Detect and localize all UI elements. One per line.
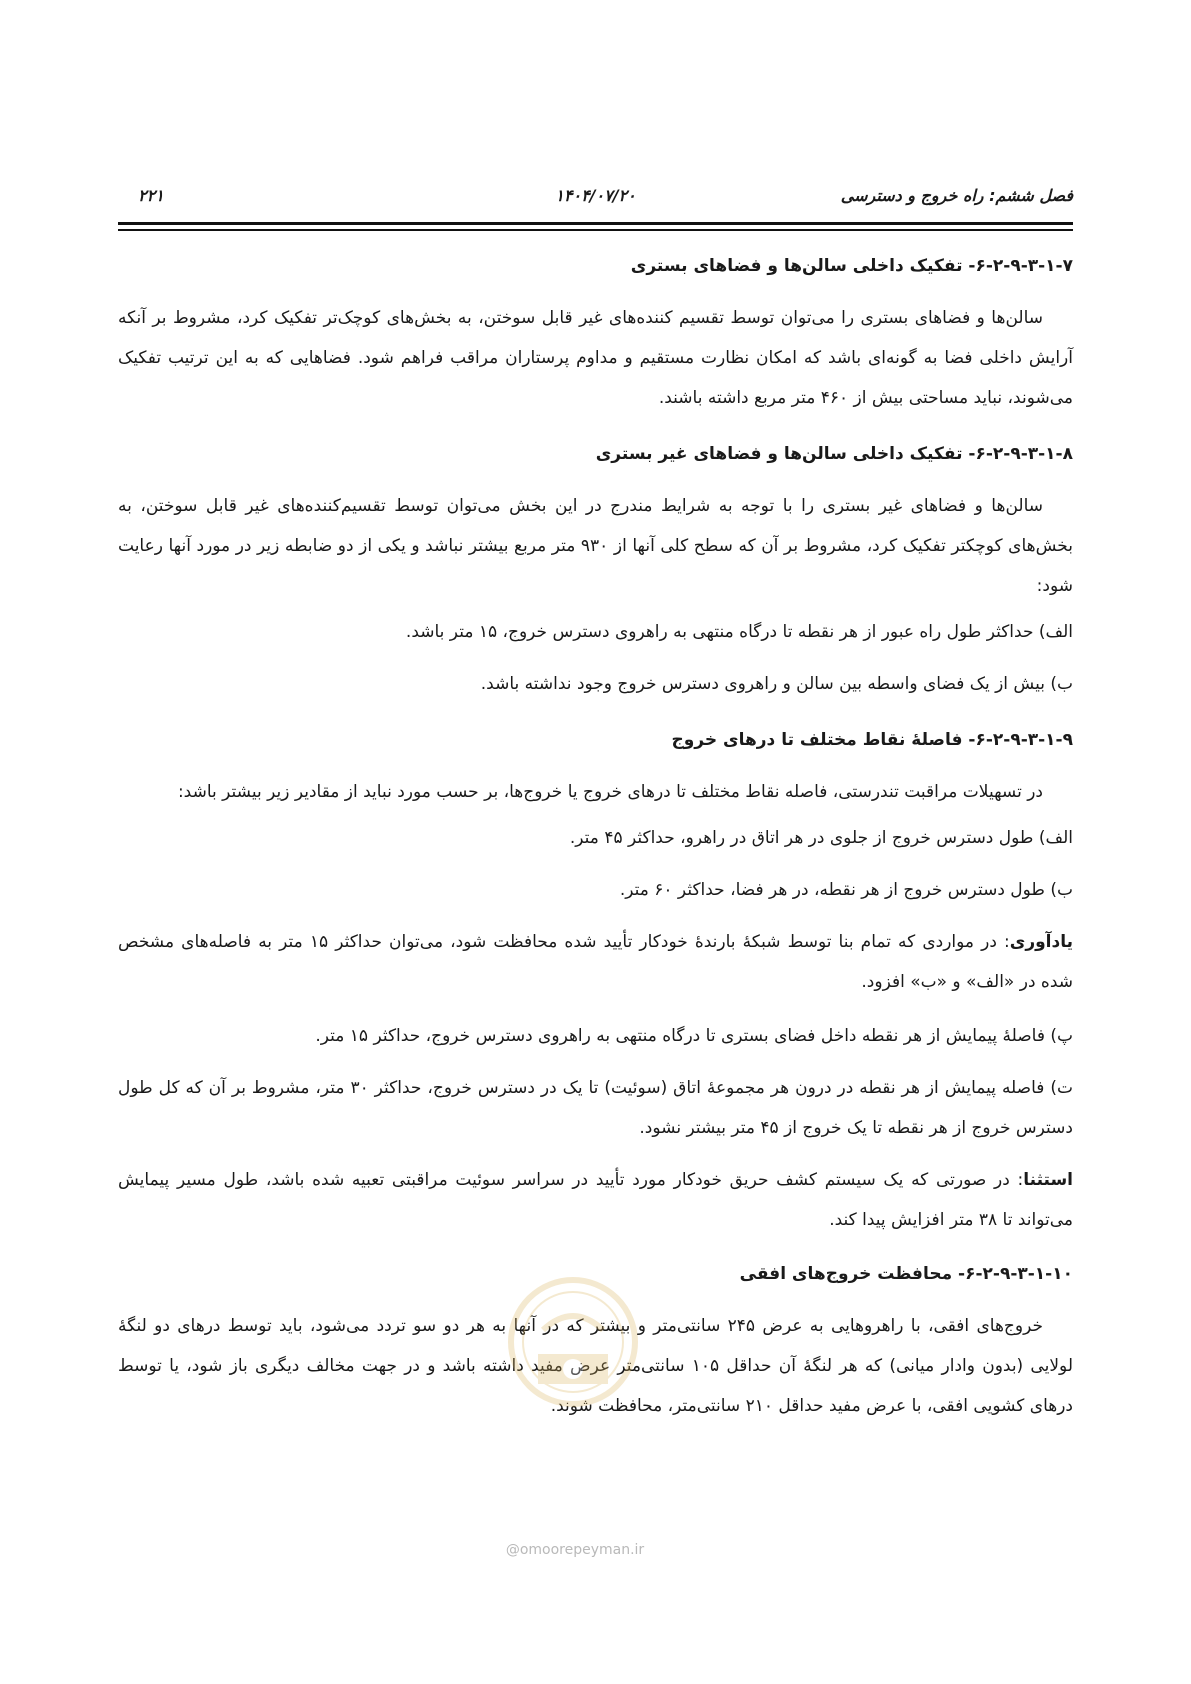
- chapter-title: فصل ششم: راه خروج و دسترسی: [840, 186, 1073, 205]
- list-item: الف) حداکثر طول راه عبور از هر نقطه تا درگاه منتهی به راهروی دسترس خروج، ۱۵ متر باشد.: [405, 622, 1073, 642]
- exception-note: [118, 1160, 1073, 1240]
- exception-label: استثنا: [1023, 1170, 1073, 1190]
- section-10: [118, 1254, 1073, 1426]
- section-paragraph: خروج‌های افقی، با راهروهایی به عرض ۲۴۵ سانتی‌متر و بیشتر که در آنها به هر دو سو تردد می‌شود، باید توسط درهای دو لنگهٔ لولایی (بدون وادار میانی) که هر لنگهٔ آن حداقل ۱۰۵ سانتی‌متر عرض مفید داشته باشد و در جهت مخالف دیگری باز شود، یا توسط درهای کشویی افقی، با عرض مفید حداقل ۲۱۰ سانتی‌متر، محافظت شوند.: [118, 1316, 1073, 1416]
- section-9: [118, 720, 1073, 1240]
- reminder-note: [118, 922, 1073, 1002]
- page-number: ۲۲۱: [138, 186, 164, 205]
- section-heading: ۶-۲-۹-۳-۱-۸- تفکیک داخلی سالن‌ها و فضاهای غیر بستری: [595, 444, 1073, 464]
- list-item: ب) طول دسترس خروج از هر نقطه، در هر فضا، حداکثر ۶۰ متر.: [619, 880, 1073, 900]
- list-item: ت) فاصله پیمایش از هر نقطه در درون هر مجموعهٔ اتاق (سوئیت) تا یک در دسترس خروج، حداکثر ۳۰ متر، مشروط بر آن که کل طول دسترس خروج از هر نقطه تا یک خروج از ۴۵ متر بیشتر نشود.: [118, 1078, 1074, 1138]
- list-item: الف) طول دسترس خروج از جلوی در هر اتاق در راهرو، حداکثر ۴۵ متر.: [569, 828, 1073, 848]
- section-heading: ۶-۲-۹-۳-۱-۷- تفکیک داخلی سالن‌ها و فضاهای بستری: [630, 256, 1073, 276]
- header-date: ۱۴۰۴/۰۷/۲۰: [555, 186, 636, 205]
- section-8: [118, 434, 1073, 704]
- note-text: : در مواردی که تمام بنا توسط شبکهٔ بارندهٔ خودکار تأیید شده محافظت شود، می‌توان حداکثر ۱۵ متر به فاصله‌های مشخص شده در «الف» و «ب» افزود.: [118, 932, 1073, 992]
- section-heading: ۶-۲-۹-۳-۱-۹- فاصلهٔ نقاط مختلف تا درهای خروج: [671, 730, 1073, 750]
- section-paragraph: در تسهیلات مراقبت تندرستی، فاصله نقاط مختلف تا درهای خروج یا خروج‌ها، بر حسب مورد نباید از مقادیر زیر بیشتر باشد:: [177, 782, 1043, 802]
- header-rule-thick: [118, 222, 1073, 225]
- section-heading: ۶-۲-۹-۳-۱-۱۰- محافظت خروج‌های افقی: [739, 1264, 1073, 1284]
- list-item: پ) فاصلهٔ پیمایش از هر نقطه داخل فضای بستری تا درگاه منتهی به راهروی دسترس خروج، حداکثر ۱۵ متر.: [315, 1026, 1073, 1046]
- header-rule-thin: [118, 229, 1073, 231]
- page-content: [118, 246, 1073, 1442]
- section-paragraph: سالن‌ها و فضاهای غیر بستری را با توجه به شرایط مندرج در این بخش می‌توان توسط تقسیم‌کننده‌های غیر قابل سوختن، به بخش‌های کوچکتر تفکیک کرد، مشروط بر آن که سطح کلی آنها از ۹۳۰ متر مربع بیشتر نباشد و یکی از دو ضابطه زیر در مورد آنها رعایت شود:: [118, 496, 1074, 596]
- exception-text: : در صورتی که یک سیستم کشف حریق خودکار مورد تأیید در سراسر سوئیت مراقبتی تعبیه شده باشد، طول مسیر پیمایش می‌تواند تا ۳۸ متر افزایش پیدا کند.: [118, 1170, 1073, 1230]
- page-header: [118, 186, 1073, 216]
- note-label: یادآوری: [1009, 932, 1073, 952]
- list-item: ب) بیش از یک فضای واسطه بین سالن و راهروی دسترس خروج وجود نداشته باشد.: [480, 674, 1073, 694]
- watermark-text: @omoorepeyman.ir: [505, 1542, 645, 1558]
- section-paragraph: سالن‌ها و فضاهای بستری را می‌توان توسط تقسیم کننده‌های غیر قابل سوختن، به بخش‌های کوچک‌تر تفکیک کرد، مشروط بر آنکه آرایش داخلی فضا به گونه‌ای باشد که امکان نظارت مستقیم و مداوم پرستاران مراقب فراهم شود. فضاهایی که به این ترتیب تفکیک می‌شوند، نباید مساحتی بیش از ۴۶۰ متر مربع داشته باشند.: [118, 308, 1073, 408]
- section-7: [118, 246, 1073, 418]
